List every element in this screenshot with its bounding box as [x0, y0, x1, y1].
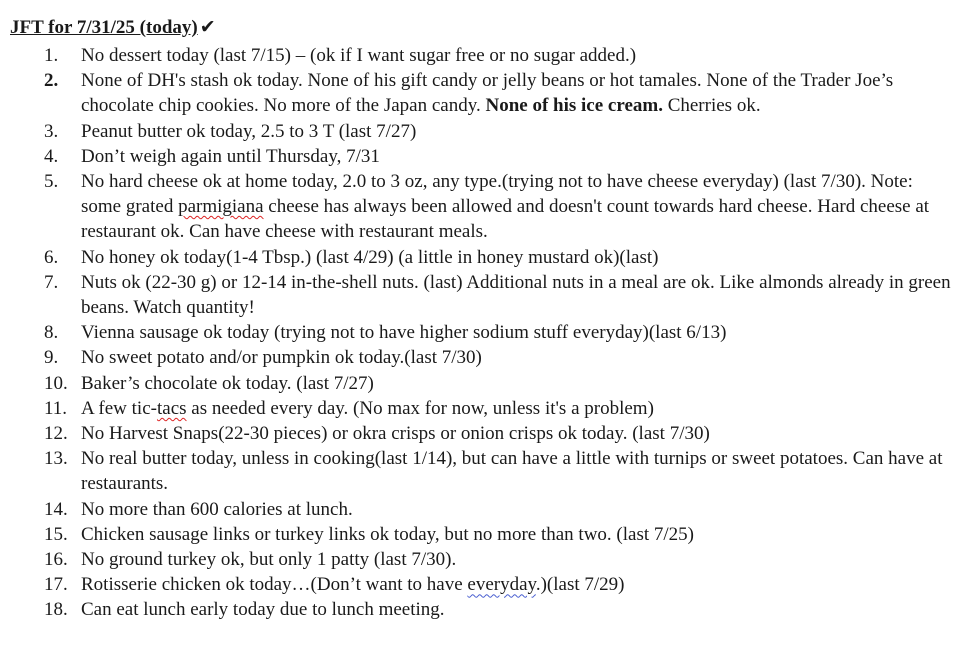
list-item-6 — [0, 245, 975, 270]
item-text: No hard cheese ok at home today, 2.0 to 3 oz, any type.(trying not to have cheese everyday) (last 7/30). Note: some grated — [81, 171, 913, 218]
item-number: 1. — [44, 45, 59, 66]
item-number: 2. — [44, 70, 59, 92]
item-text: No dessert today (last 7/15) – (ok if I want sugar free or no sugar added.) — [81, 45, 637, 66]
item-text: Peanut butter ok today, 2.5 to 3 T (last 7/27) — [81, 120, 417, 142]
list-item-2 — [0, 68, 975, 118]
list-item-15 — [0, 522, 975, 547]
item-number: 3. — [44, 120, 59, 142]
item-number: 7. — [44, 271, 59, 293]
item-text: as needed every day. (No max for now, unless it's a problem) — [186, 397, 654, 419]
list-item-3 — [0, 119, 975, 144]
item-text-bold: None of his ice cream. — [485, 95, 663, 117]
list-item-13 — [0, 446, 975, 496]
item-text: No sweet potato and/or pumpkin ok today.(last 7/30) — [81, 347, 482, 369]
item-text-misspelled: tacs — [156, 397, 187, 419]
list-item-9 — [0, 345, 975, 370]
item-text: cheese has always been allowed and doesn't count towards hard cheese. Hard cheese at restaurant ok. Can have cheese with restaurant meals. — [81, 196, 930, 243]
list-item-7 — [0, 270, 975, 320]
list-item-4 — [0, 144, 975, 169]
item-number: 15. — [44, 523, 68, 545]
list-item-11 — [0, 396, 975, 421]
item-number: 16. — [44, 549, 68, 571]
item-text: A few tic- — [81, 397, 157, 419]
item-text: No honey ok today(1-4 Tbsp.) (last 4/29) (a little in honey mustard ok)(last) — [81, 246, 659, 268]
list-item-8 — [0, 320, 975, 345]
item-number: 11. — [44, 397, 68, 419]
item-text: Rotisserie chicken ok today…(Don’t want to have — [81, 574, 468, 596]
item-number: 10. — [44, 372, 68, 394]
item-text-grammar-flag: everyday — [467, 574, 536, 596]
list-item-17 — [0, 572, 975, 597]
item-text: Chicken sausage links or turkey links ok today, but no more than two. (last 7/25) — [81, 523, 695, 545]
item-text: Cherries ok. — [662, 95, 761, 117]
heading-text: JFT for 7/31/25 (today) — [10, 17, 198, 38]
document-heading — [10, 16, 216, 40]
item-text-misspelled: parmigiana — [178, 196, 264, 218]
list-item-12 — [0, 421, 975, 446]
item-text: No real butter today, unless in cooking(last 1/14), but can have a little with turnips or sweet potatoes. Can have at restaurants. — [81, 448, 943, 495]
list-item-5 — [0, 169, 975, 245]
item-text: Vienna sausage ok today (trying not to have higher sodium stuff everyday)(last 6/13) — [81, 322, 727, 344]
list-item-1 — [0, 43, 975, 68]
item-text: Can eat lunch early today due to lunch meeting. — [81, 599, 445, 621]
item-text: No more than 600 calories at lunch. — [81, 498, 353, 520]
item-text: No ground turkey ok, but only 1 patty (last 7/30). — [81, 549, 457, 571]
list-item-18 — [0, 597, 975, 622]
item-text: .)(last 7/29) — [535, 574, 625, 596]
item-text: Don’t weigh again until Thursday, 7/31 — [81, 145, 380, 167]
item-number: 4. — [44, 145, 59, 167]
item-number: 18. — [44, 599, 68, 621]
item-number: 9. — [44, 347, 59, 369]
item-number: 5. — [44, 171, 59, 193]
list-item-16 — [0, 547, 975, 572]
list-item-10 — [0, 371, 975, 396]
list-item-14 — [0, 497, 975, 522]
item-number: 17. — [44, 574, 68, 596]
item-number: 6. — [44, 246, 59, 268]
item-number: 13. — [44, 448, 68, 470]
checkmark-icon: ✔ — [199, 17, 216, 38]
item-text: None of DH's stash ok today. None of his gift candy or jelly beans or hot tamales. None of the Trader Joe’s chocolate chip cookies. No more of the Japan candy. — [81, 70, 894, 117]
item-number: 8. — [44, 322, 59, 344]
item-text: Baker’s chocolate ok today. (last 7/27) — [81, 372, 374, 394]
item-text: Nuts ok (22-30 g) or 12-14 in-the-shell nuts. (last) Additional nuts in a meal are ok. Like almonds already in green beans. Watch quantity! — [81, 271, 951, 319]
item-text: No Harvest Snaps(22-30 pieces) or okra crisps or onion crisps ok today. (last 7/30) — [81, 423, 710, 445]
rules-list — [0, 43, 975, 623]
item-number: 12. — [44, 423, 68, 445]
item-number: 14. — [44, 498, 68, 520]
